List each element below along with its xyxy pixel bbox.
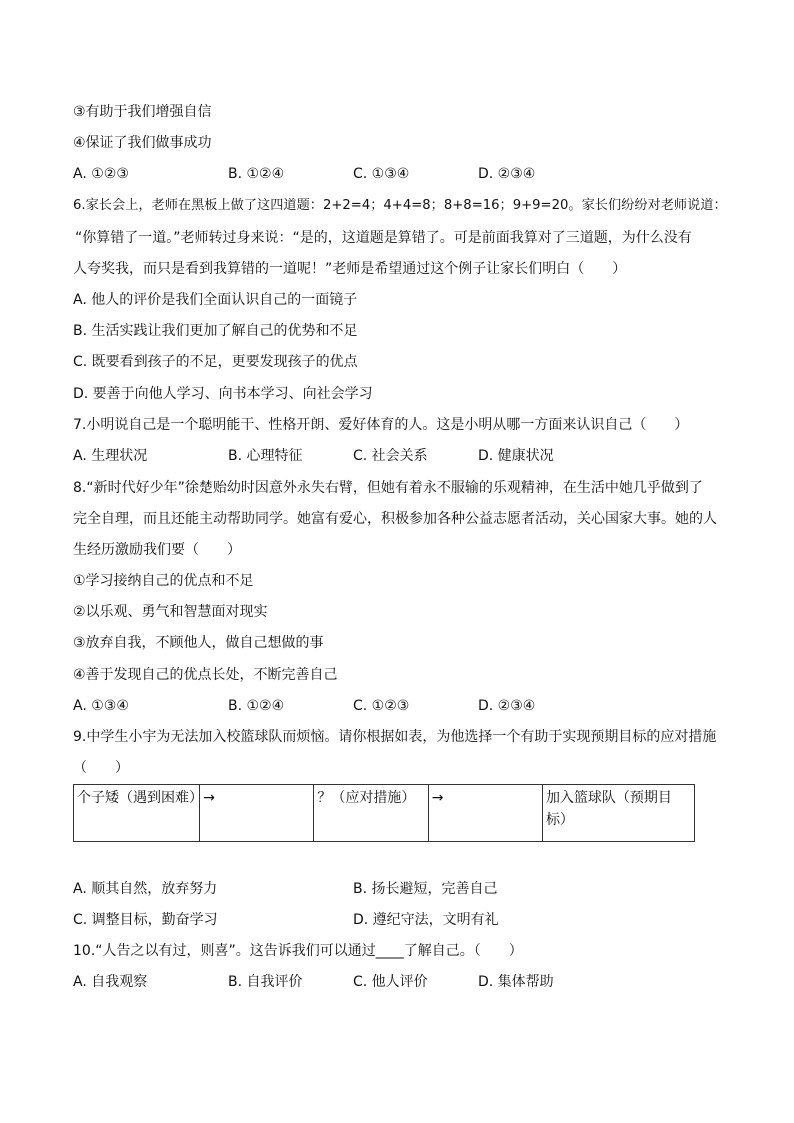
q5-option-d: D. ②③④ — [478, 166, 536, 182]
q9-option-d: D. 遵纪守法，文明有礼 — [353, 912, 499, 928]
q8-stem-line1: 8.“新时代好少年”徐楚贻幼时因意外永失右臂，但她有着永不服输的乐观精神，在生活中她几乎做到了 — [73, 480, 703, 496]
q8-option-c: C. ①②③ — [353, 698, 410, 714]
q8-statement-1: ①学习接纳自己的优点和不足 — [73, 573, 254, 589]
q7-stem: 7.小明说自己是一个聪明能干、性格开朗、爱好体育的人。这是小明从哪一方面来认识自己（ ） — [73, 417, 689, 433]
statement-4: ④保证了我们做事成功 — [73, 135, 212, 151]
q8-statement-3: ③放弃自我，不顾他人，做自己想做的事 — [73, 635, 324, 651]
table-cell-difficulty: 个子矮（遇到困难） — [74, 785, 200, 842]
q7-option-d: D. 健康状况 — [478, 448, 554, 464]
q5-option-c: C. ①③④ — [353, 166, 410, 182]
q8-option-a: A. ①③④ — [73, 698, 129, 714]
q7-option-c: C. 社会关系 — [353, 448, 428, 464]
q6-option-d: D. 要善于向他人学习、向书本学习、向社会学习 — [73, 386, 373, 402]
q6-stem-line1: 6.家长会上，老师在黑板上做了这四道题：2+2=4；4+4=8；8+8=16；9+9=20。家长们纷纷对老师说道： — [73, 198, 727, 213]
q8-option-d: D. ②③④ — [478, 698, 536, 714]
q7-option-b: B. 心理特征 — [228, 448, 303, 464]
table-cell-measure: ？（应对措施） — [314, 785, 428, 842]
q5-option-b: B. ①②④ — [228, 166, 285, 182]
q9-stem-line1: 9.中学生小宇为无法加入校篮球队而烦恼。请你根据如表，为他选择一个有助于实现预期目标的应对措施 — [73, 729, 717, 745]
table-cell-arrow-1: → — [200, 785, 314, 842]
q9-stem-line2: （ ） — [73, 760, 129, 776]
q10-stem: 10.“人告之以有过，则喜”。这告诉我们可以通过____了解自己。（ ） — [73, 943, 523, 959]
q8-stem-line3: 生经历激励我们要（ ） — [73, 542, 241, 558]
table-cell-goal: 加入篮球队（预期目标） — [542, 785, 694, 842]
q6-stem-line2: “你算错了一道。”老师转过身来说：“是的，这道题是算错了。可是前面我算对了三道题，为什么没有 — [75, 230, 692, 246]
table-row — [74, 785, 695, 842]
q9-option-a: A. 顺其自然，放弃努力 — [73, 881, 218, 897]
q7-option-a: A. 生理状况 — [73, 448, 148, 464]
q8-option-b: B. ①②④ — [228, 698, 285, 714]
q6-option-b: B. 生活实践让我们更加了解自己的优势和不足 — [73, 323, 358, 339]
q6-option-c: C. 既要看到孩子的不足，更要发现孩子的优点 — [73, 354, 358, 370]
table-cell-arrow-2: → — [428, 785, 542, 842]
q8-stem-line2: 完全自理，而且还能主动帮助同学。她富有爱心，积极参加各种公益志愿者活动，关心国家大事。她的人 — [73, 511, 717, 527]
q10-option-a: A. 自我观察 — [73, 974, 148, 990]
q5-option-a: A. ①②③ — [73, 166, 129, 182]
q9-option-b: B. 扬长避短，完善自己 — [353, 881, 498, 897]
q8-statement-4: ④善于发现自己的优点长处，不断完善自己 — [73, 667, 338, 683]
q8-statement-2: ②以乐观、勇气和智慧面对现实 — [73, 604, 268, 620]
q9-option-c: C. 调整目标，勤奋学习 — [73, 912, 218, 928]
q9-flow-table — [73, 784, 695, 842]
q10-option-b: B. 自我评价 — [228, 974, 303, 990]
q10-option-d: D. 集体帮助 — [478, 974, 554, 990]
q6-stem-line3: 人夸奖我，而只是看到我算错的一道呢！”老师是希望通过这个例子让家长们明白（ ） — [73, 261, 627, 277]
q6-option-a: A. 他人的评价是我们全面认识自己的一面镜子 — [73, 292, 358, 308]
statement-3: ③有助于我们增强自信 — [73, 104, 212, 120]
q10-option-c: C. 他人评价 — [353, 974, 428, 990]
